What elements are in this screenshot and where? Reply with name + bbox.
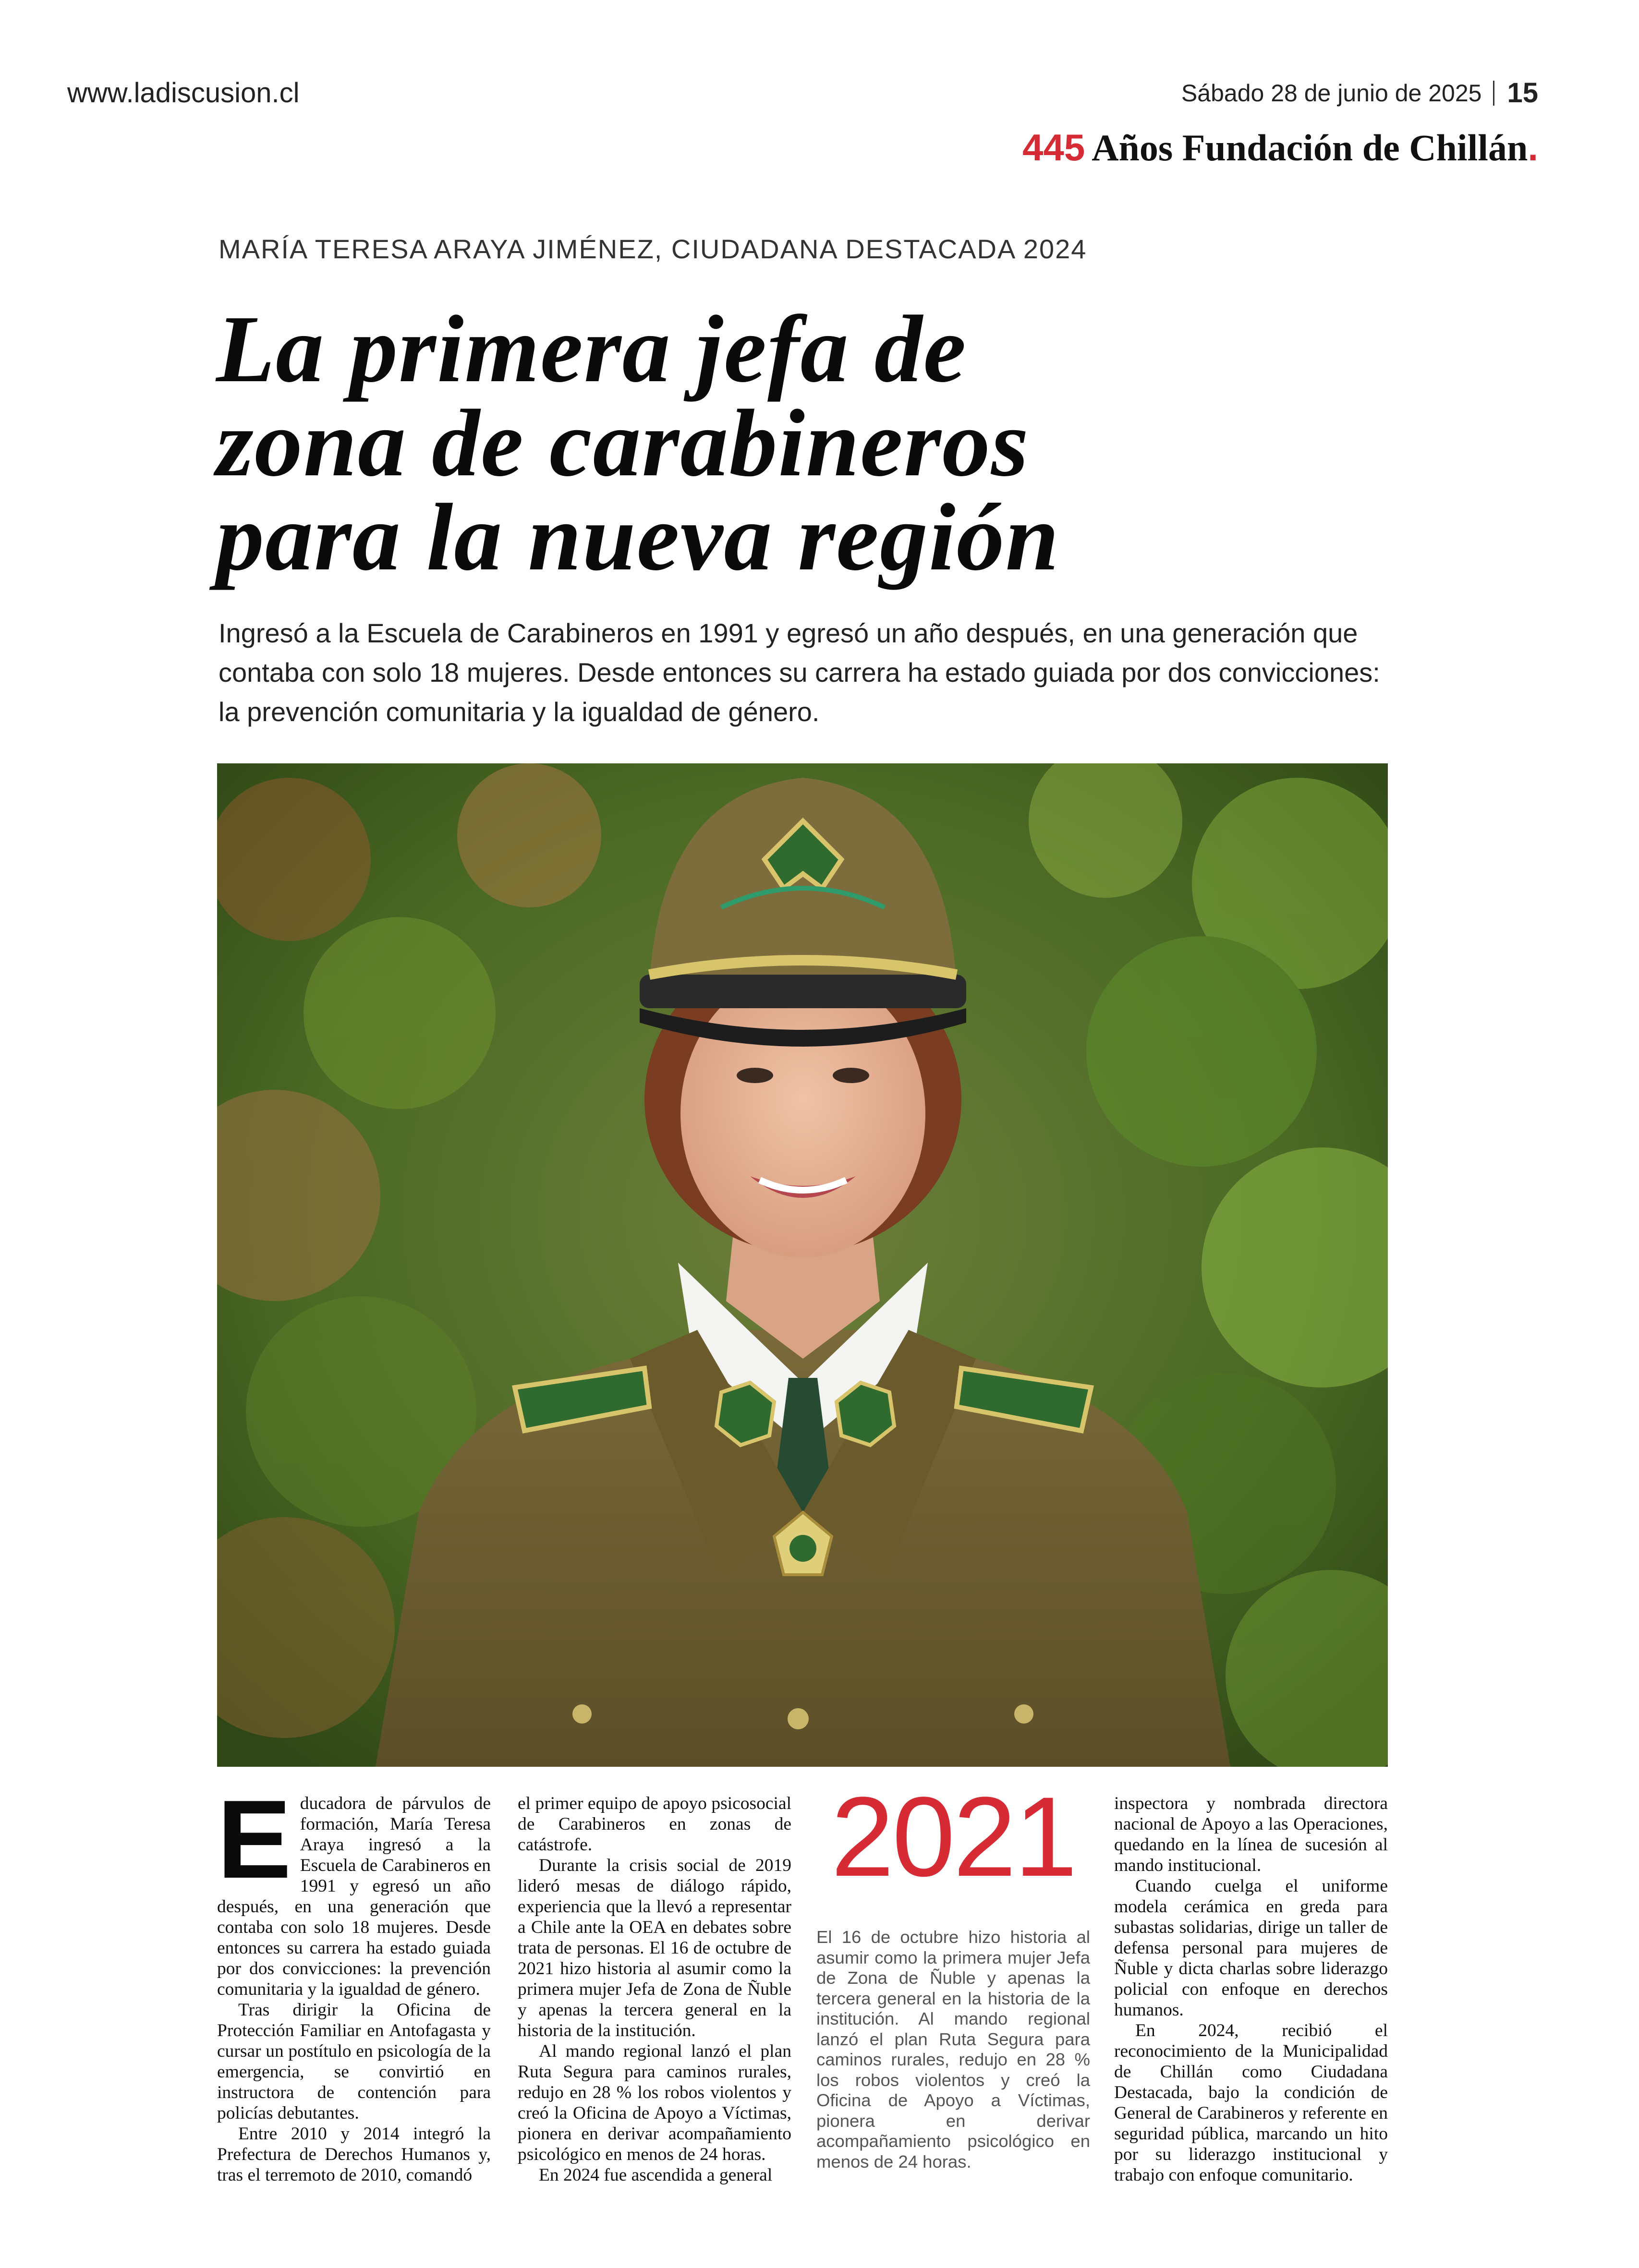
article-column-2 [518,1793,791,2185]
section-name: Años Fundación de Chillán [1092,127,1528,169]
body-paragraph: ducadora de párvulos de formación, María Teresa Araya ingresó a la Escuela de Carabineros en 1991 y egresó un año después, en una generación que contaba con solo 18 mujeres. Desde entonces su carrera ha estado guiada por dos convicciones: la prevención comunitaria y la igualdad de género. [217,1794,491,1999]
body-paragraph: En 2024, recibió el reconocimiento de la Municipalidad de Chillán como Ciudadana Destacada, bajo la condición de General de Carabineros y referente en seguridad pública, marcando un hito por su liderazgo institucional y trabajo con enfoque comunitario. [1114,2021,1388,2185]
headline-line: para la nueva región [216,484,1060,591]
drop-cap: E [217,1777,291,1902]
body-paragraph: Entre 2010 y 2014 integró la Prefectura de Derechos Humanos y, tras el terremoto de 2010, comandó [217,2124,491,2185]
headline-line: La primera jefa de [216,296,967,402]
body-paragraph: Cuando cuelga el uniforme modela cerámica en greda para subastas solidarias, dirige un taller de defensa personal para mujeres de Ñuble y dicta charlas sobre liderazgo policial con enfoque en derechos humanos. [1114,1876,1388,2020]
body-paragraph: el primer equipo de apoyo psicosocial de Carabineros en zonas de catástrofe. [518,1794,791,1855]
body-paragraph: Tras dirigir la Oficina de Protección Familiar en Antofagasta y cursar un postítulo en psicología de la emergencia, se convirtió en instructora de contención para policías debutantes. [217,2000,491,2123]
site-url[interactable]: www.ladiscusion.cl [67,77,300,109]
body-paragraph: inspectora y nombrada directora nacional de Apoyo a las Operaciones, quedando en la línea de sucesión al mando institucional. [1114,1794,1388,1875]
issue-date: Sábado 28 de junio de 2025 [1181,79,1482,107]
section-number: 445 [1022,126,1085,169]
article-kicker: MARÍA TERESA ARAYA JIMÉNEZ, CIUDADANA DESTACADA 2024 [219,234,1087,264]
page-number: 15 [1507,77,1538,109]
section-title [1022,126,1538,169]
body-paragraph: Al mando regional lanzó el plan Ruta Segura para caminos rurales, redujo en 28 % los robos violentos y creó la Oficina de Apoyo a Víctimas, pionera en derivar acompañamiento psicológico en menos de 24 horas. [518,2041,791,2164]
portrait-photo [217,763,1388,1767]
highlight-text: El 16 de octubre hizo historia al asumir como la primera mujer Jefa de Zona de Ñuble y apenas la tercera general en la historia de la institución. Al mando regional lanzó el plan Ruta Segura para caminos rurales, redujo en 28 % los robos violentos y creó la Oficina de Apoyo a Víctimas, pionera en derivar acompañamiento psicológico en menos de 24 horas. [816,1927,1090,2171]
header-divider [1493,81,1494,106]
article-column-1 [217,1777,491,2185]
section-dot: . [1528,126,1538,169]
body-paragraph: Durante la crisis social de 2019 lideró mesas de diálogo rápido, experiencia que la llevó a representar a Chile ante la OEA en debates sobre trata de personas. El 16 de octubre de 2021 hizo historia al asumir como la primera mujer Jefa de Zona de Ñuble y apenas la tercera general en la historia de la institución. [518,1856,791,2040]
headline-line: zona de carabineros [216,390,1030,496]
highlight-box [816,1773,1090,2172]
page-info [1181,77,1538,109]
article-headline [216,296,1417,591]
article-column-4 [1114,1793,1388,2185]
article-lead: Ingresó a la Escuela de Carabineros en 1991 y egresó un año después, en una generación que contaba con solo 18 mujeres. Desde entonces su carrera ha estado guiada por dos convicciones: la prevención comunitaria y la igualdad de género. [219,618,1380,727]
highlight-year: 2021 [831,1773,1076,1900]
body-paragraph: En 2024 fue ascendida a general [539,2165,773,2185]
